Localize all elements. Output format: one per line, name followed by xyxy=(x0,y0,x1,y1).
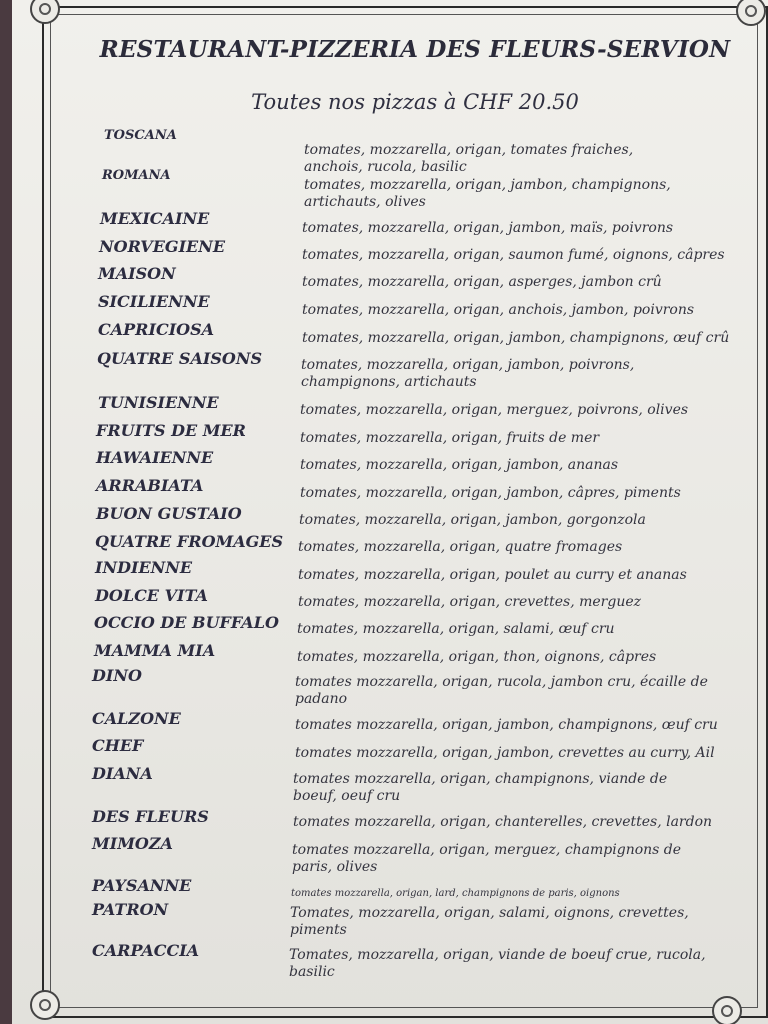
pizza-name: DIANA xyxy=(92,764,153,783)
pizza-description: tomates mozzarella, origan, lard, champignons de paris, oignons xyxy=(291,888,620,899)
pizza-description: tomates mozzarella, origan, champignons, viande de boeuf, oeuf cru xyxy=(293,771,668,804)
pizza-description: tomates, mozzarella, origan, quatre fromages xyxy=(298,539,623,555)
pizza-name: MIMOZA xyxy=(92,834,173,853)
menu-page xyxy=(12,0,768,1024)
pizza-description: tomates mozzarella, origan, rucola, jambon cru, écaille de padano xyxy=(295,674,708,707)
pizza-name: MEXICAINE xyxy=(100,209,210,228)
pizza-name: PAYSANNE xyxy=(92,876,192,895)
pizza-name: DES FLEURS xyxy=(92,807,209,826)
pizza-name: DOLCE VITA xyxy=(95,586,208,605)
pizza-name: ROMANA xyxy=(102,168,171,183)
pizza-description: tomates, mozzarella, origan, saumon fumé, oignons, câpres xyxy=(302,247,725,263)
pizza-name: TOSCANA xyxy=(104,128,177,143)
pizza-name: FRUITS DE MER xyxy=(96,421,246,440)
pizza-name: PATRON xyxy=(92,900,169,919)
pizza-description: tomates, mozzarella, origan, jambon, maïs, poivrons xyxy=(302,220,674,236)
pizza-name: NORVEGIENE xyxy=(99,237,226,256)
pizza-name: CARPACCIA xyxy=(92,941,200,960)
pizza-description: Tomates, mozzarella, origan, viande de boeuf crue, rucola, basilic xyxy=(289,947,706,980)
pizza-name: SICILIENNE xyxy=(98,292,210,311)
pizza-description: tomates, mozzarella, origan, fruits de mer xyxy=(300,430,600,446)
pizza-name: BUON GUSTAIO xyxy=(96,504,242,523)
pizza-name: ARRABIATA xyxy=(96,476,204,495)
corner-ornament-icon xyxy=(30,990,60,1020)
pizza-description: tomates mozzarella, origan, jambon, crevettes au curry, Ail xyxy=(295,745,715,761)
pizza-description: tomates, mozzarella, origan, thon, oignons, câpres xyxy=(297,649,657,665)
pizza-description: tomates, mozzarella, origan, jambon, gorgonzola xyxy=(299,512,646,528)
pizza-description: tomates mozzarella, origan, jambon, champignons, œuf cru xyxy=(295,717,718,733)
pizza-name: CALZONE xyxy=(92,709,181,728)
pizza-description: tomates mozzarella, origan, chanterelles, crevettes, lardon xyxy=(293,814,713,830)
pizza-description: tomates, mozzarella, origan, jambon, câpres, piments xyxy=(300,485,681,501)
pizza-name: DINO xyxy=(92,666,142,685)
pizza-description: tomates, mozzarella, origan, poulet au curry et ananas xyxy=(298,567,687,583)
pizza-name: CHEF xyxy=(92,736,144,755)
pizza-name: TUNISIENNE xyxy=(98,393,219,412)
pizza-description: tomates, mozzarella, origan, crevettes, merguez xyxy=(298,594,642,610)
pizza-name: CAPRICIOSA xyxy=(98,320,215,339)
pizza-description: tomates mozzarella, origan, merguez, champignons de paris, olives xyxy=(292,842,682,875)
pizza-description: tomates, mozzarella, origan, tomates fraiches, anchois, rucola, basilic xyxy=(304,142,634,175)
pizza-description: tomates, mozzarella, origan, jambon, champignons, artichauts, olives xyxy=(304,177,671,210)
pizza-name: HAWAIENNE xyxy=(96,448,214,467)
pizza-description: tomates, mozzarella, origan, jambon, ananas xyxy=(300,457,619,473)
pizza-name: MAISON xyxy=(98,264,176,283)
pizza-name: INDIENNE xyxy=(95,558,193,577)
pizza-description: tomates, mozzarella, origan, asperges, jambon crû xyxy=(302,274,662,290)
pizza-description: tomates, mozzarella, origan, anchois, jambon, poivrons xyxy=(302,302,695,318)
pizza-description: tomates, mozzarella, origan, salami, œuf cru xyxy=(297,621,615,637)
pizza-name: MAMMA MIA xyxy=(94,641,216,660)
pizza-description: tomates, mozzarella, origan, jambon, poivrons, champignons, artichauts xyxy=(301,357,635,390)
pizza-name: QUATRE SAISONS xyxy=(97,349,263,368)
pizza-description: Tomates, mozzarella, origan, salami, oignons, crevettes, piments xyxy=(290,905,689,938)
pizza-name: QUATRE FROMAGES xyxy=(95,532,284,551)
pizza-name: OCCIO DE BUFFALO xyxy=(94,613,279,632)
restaurant-title: RESTAURANT-PIZZERIA DES FLEURS-SERVION xyxy=(99,36,731,63)
price-subtitle: Toutes nos pizzas à CHF 20.50 xyxy=(251,90,579,114)
pizza-description: tomates, mozzarella, origan, jambon, champignons, œuf crû xyxy=(302,330,730,346)
pizza-description: tomates, mozzarella, origan, merguez, poivrons, olives xyxy=(300,402,689,418)
corner-ornament-icon xyxy=(712,996,742,1024)
